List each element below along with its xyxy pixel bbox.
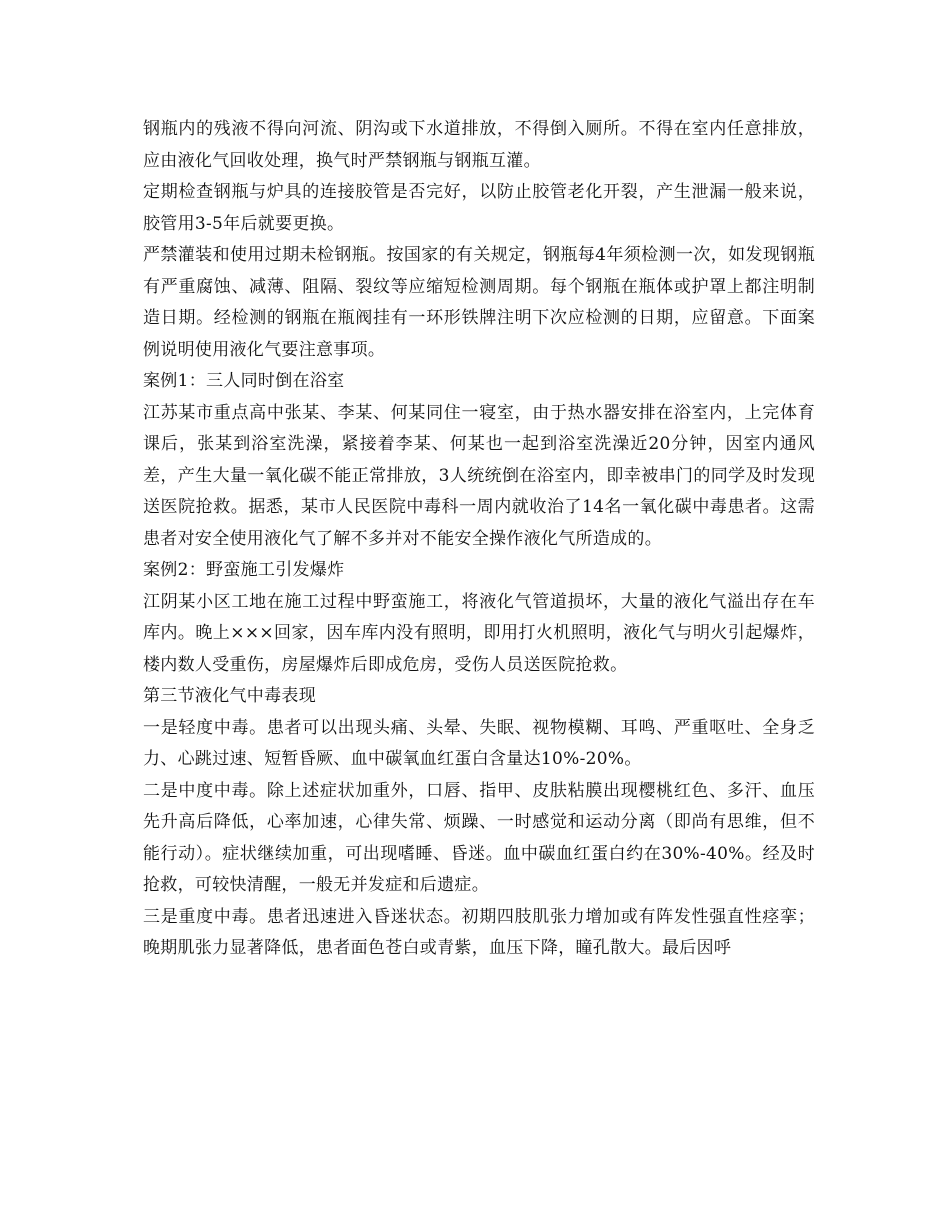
case-2-body: 江阴某小区工地在施工过程中野蛮施工，将液化气管道损坏，大量的液化气溢出存在车库内。晚上×××回家，因车库内没有照明，即用打火机照明，液化气与明火引起爆炸，楼内数人受重伤，房屋爆炸后即成危房，受伤人员送医院抢救。 — [143, 591, 815, 675]
paragraph-mild-poisoning: 一是轻度中毒。患者可以出现头痛、头晕、失眠、视物模糊、耳鸣、严重呕吐、全身乏力、心跳过速、短暂昏厥、血中碳氧血红蛋白含量达10%-20%。 — [143, 717, 815, 769]
paragraph-severe-poisoning: 三是重度中毒。患者迅速进入昏迷状态。初期四肢肌张力增加或有阵发性强直性痉挛；晚期肌张力显著降低，患者面色苍白或青紫，血压下降，瞳孔散大。最后因呼 — [143, 906, 815, 958]
case-1-heading: 案例1：三人同时倒在浴室 — [143, 371, 345, 391]
paragraph-cylinder-residue: 钢瓶内的残液不得向河流、阴沟或下水道排放，不得倒入厕所。不得在室内任意排放，应由液化气回收处理，换气时严禁钢瓶与钢瓶互灌。 — [143, 119, 815, 171]
paragraph-moderate-poisoning: 二是中度中毒。除上述症状加重外，口唇、指甲、皮肤粘膜出现樱桃红色、多汗、血压先升高后降低，心率加速，心律失常、烦躁、一时感觉和运动分离（即尚有思维，但不能行动）。症状继续加重，可出现嗜睡、昏迷。血中碳血红蛋白约在30%-40%。经及时抢救，可较快清醒，一般无并发症和后遗症。 — [143, 780, 815, 895]
case-2-heading: 案例2：野蛮施工引发爆炸 — [143, 560, 345, 580]
paragraph-hose-inspection: 定期检查钢瓶与炉具的连接胶管是否完好，以防止胶管老化开裂，产生泄漏一般来说，胶管用3-5年后就要更换。 — [143, 182, 815, 234]
case-1-body: 江苏某市重点高中张某、李某、何某同住一寝室，由于热水器安排在浴室内，上完体育课后，张某到浴室洗澡，紧接着李某、何某也一起到浴室洗澡近20分钟，因室内通风差，产生大量一氧化碳不能正常排放，3人统统倒在浴室内，即幸被串门的同学及时发现送医院抢救。据悉，某市人民医院中毒科一周内就收治了14名一氧化碳中毒患者。这需患者对安全使用液化气了解不多并对不能安全操作液化气所造成的。 — [143, 402, 815, 549]
document-body — [143, 114, 815, 965]
paragraph-expired-cylinders: 严禁灌装和使用过期未检钢瓶。按国家的有关规定，钢瓶每4年须检测一次，如发现钢瓶有严重腐蚀、减薄、阻隔、裂纹等应缩短检测周期。每个钢瓶在瓶体或护罩上都注明制造日期。经检测的钢瓶在瓶阀挂有一环形铁牌注明下次应检测的日期，应留意。下面案例说明使用液化气要注意事项。 — [143, 245, 815, 360]
section-heading: 第三节液化气中毒表现 — [143, 686, 316, 706]
